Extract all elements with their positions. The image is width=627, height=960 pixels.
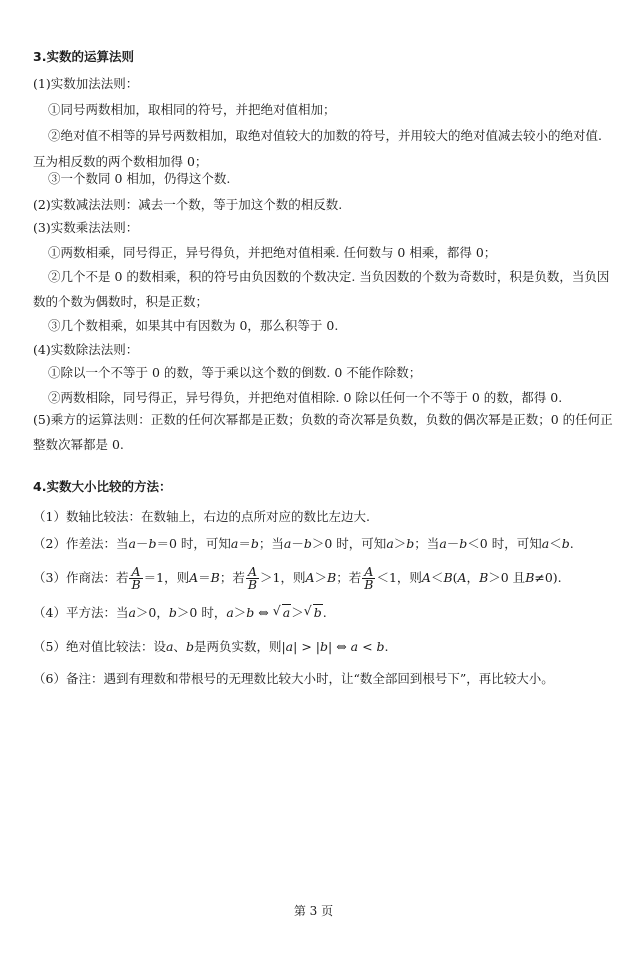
sqrt-b: √ b — [304, 604, 323, 622]
sqrt-a: √ a — [273, 604, 291, 622]
mul-rule-title: (3)实数乘法法则： — [33, 220, 139, 235]
pow-rule-a: (5)乘方的运算法则：正数的任何次幂都是正数；负数的奇次幂是负数，负数的偶次幂是正数；0 的任何正 — [33, 412, 613, 427]
method-1: （1）数轴比较法：在数轴上，右边的点所对应的数比左边大. — [33, 509, 370, 524]
mul-rule-1: ①两数相乘，同号得正，异号得负，并把绝对值相乘. 任何数与 0 相乘，都得 0； — [48, 245, 497, 260]
mul-rule-3: ③几个数相乘，如果其中有因数为 0，那么积等于 0. — [48, 318, 339, 333]
add-rule-3: ③一个数同 0 相加，仍得这个数. — [48, 171, 231, 186]
section4-title: 4.实数大小比较的方法： — [33, 479, 172, 494]
fraction-a-over-b: $\frac{A}{B}$ — [131, 564, 141, 592]
method-3: （3）作商法：若 $\frac{A}{B}$ ＝1，则A＝B；若 $\frac{A}{B}$ ＞1，则A＞B；若 $\frac{A}{B}$ ＜1，则A＜B(A，B＞0 且B≠0). — [33, 564, 562, 592]
add-rule-2a: ②绝对值不相等的异号两数相加，取绝对值较大的加数的符号，并用较大的绝对值减去较小的绝对值. — [48, 128, 602, 143]
div-rule-1: ①除以一个不等于 0 的数，等于乘以这个数的倒数. 0 不能作除数； — [48, 365, 422, 380]
section3-title: 3.实数的运算法则 — [33, 49, 134, 64]
add-rule-1: ①同号两数相加，取相同的符号，并把绝对值相加； — [48, 102, 336, 117]
method-6: （6）备注：遇到有理数和带根号的无理数比较大小时，让“数全部回到根号下”，再比较大小。 — [33, 671, 554, 686]
div-rule-2: ②两数相除，同号得正，异号得负，并把绝对值相除. 0 除以任何一个不等于 0 的数，都得 0. — [48, 390, 563, 405]
mul-rule-2b: 数的个数为偶数时，积是正数； — [33, 294, 209, 309]
method-5: （5）绝对值比较法：设a、b是两负实数，则|a| > |b| ⇔ a < b. — [33, 639, 389, 654]
page-number: 第 3 页 — [293, 904, 334, 918]
add-rule-2b: 互为相反数的两个数相加得 0； — [33, 154, 208, 169]
method-2: （2）作差法：当a－b＝0 时，可知a＝b；当a－b＞0 时，可知a＞b；当a－b＜0 时，可知a＜b. — [33, 536, 574, 551]
add-rule-title: (1)实数加法法则： — [33, 76, 139, 91]
pow-rule-b: 整数次幂都是 0. — [33, 437, 124, 452]
div-rule-title: (4)实数除法法则： — [33, 342, 139, 357]
sub-rule: (2)实数减法法则：减去一个数，等于加这个数的相反数. — [33, 197, 343, 212]
fraction-a-over-b: $\frac{A}{B}$ — [364, 564, 374, 592]
fraction-a-over-b: $\frac{A}{B}$ — [247, 564, 258, 592]
mul-rule-2a: ②几个不是 0 的数相乘，积的符号由负因数的个数决定. 当负因数的个数为奇数时，积是负数，当负因 — [48, 269, 610, 284]
method-4: （4）平方法：当a＞0，b＞0 时，a＞b ⇔ √ a＞√ b. — [33, 604, 327, 622]
